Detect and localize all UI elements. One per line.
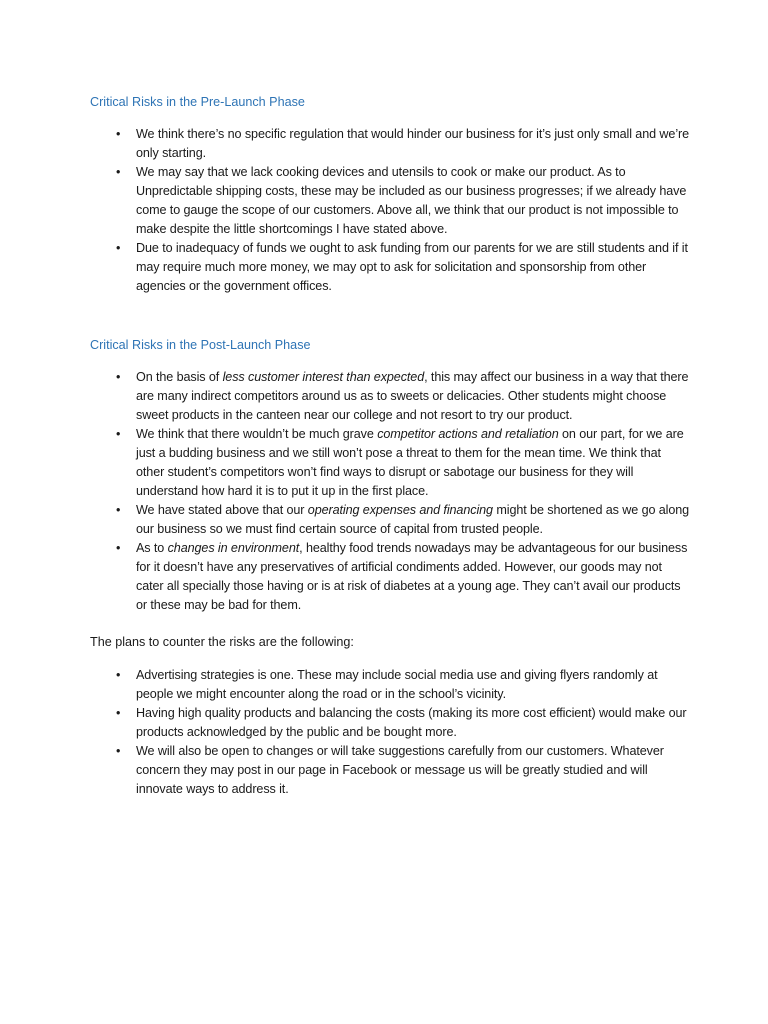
bullet-icon: • <box>116 668 121 682</box>
list-item: • We may say that we lack cooking devices and utensils to cook or make our product. As to Unpredictable shipping costs, these may be included as our business progresses; if we already have come to gauge the scope of our customers. Above all, we think that our product is not impossible to make despite the little shortcomings I have stated above. <box>116 165 687 236</box>
bullet-icon: • <box>116 370 121 384</box>
bullet-icon: • <box>116 744 121 758</box>
list-item: • Advertising strategies is one. These may include social media use and giving flyers randomly at people we might encounter along the road or in the school’s vicinity. <box>116 668 658 701</box>
bullet-icon: • <box>116 165 121 179</box>
list-item: • We think there’s no specific regulation that would hinder our business for it’s just only small and we’re only starting. <box>116 127 690 160</box>
bullet-icon: • <box>116 503 121 517</box>
bullet-icon: • <box>116 541 121 555</box>
list-item: • We think that there wouldn’t be much grave competitor actions and retaliation on our part, for we are just a budding business and we still won’t pose a threat to them for the mean time. We think that other student’s competitors won’t find ways to disrupt or sabotage our business for they will understand how hard it is to put it up in the first place. <box>116 427 684 498</box>
post-launch-list <box>90 368 690 615</box>
plans-intro: The plans to counter the risks are the following: <box>90 635 354 649</box>
post-launch-heading: Critical Risks in the Post-Launch Phase <box>90 338 311 352</box>
document-content <box>90 93 690 799</box>
list-item: • Having high quality products and balancing the costs (making its more cost efficient) would make our products acknowledged by the public and be bought more. <box>116 706 687 739</box>
bullet-icon: • <box>116 127 121 141</box>
list-item: • Due to inadequacy of funds we ought to ask funding from our parents for we are still students and if it may require much more money, we may opt to ask for solicitation and sponsorship from other agencies or the government offices. <box>116 241 688 293</box>
bullet-icon: • <box>116 706 121 720</box>
bullet-icon: • <box>116 241 121 255</box>
plans-list <box>90 666 690 799</box>
list-item: • As to changes in environment, healthy food trends nowadays may be advantageous for our business for it doesn’t have any preservatives of artificial condiments added. However, our goods may not cater all specially those having or is at risk of diabetes at a young age. They can’t avail our products or these may be bad for them. <box>116 541 688 612</box>
bullet-icon: • <box>116 427 121 441</box>
pre-launch-list <box>90 125 690 296</box>
pre-launch-heading: Critical Risks in the Pre-Launch Phase <box>90 95 305 109</box>
list-item: • On the basis of less customer interest than expected, this may affect our business in a way that there are many indirect competitors around us as to sweets or delicacies. Other students might choose sweet products in the canteen near our college and not resort to try our product. <box>116 370 689 422</box>
list-item: • We have stated above that our operating expenses and financing might be shortened as we go along our business so we must find certain source of capital from trusted people. <box>116 503 690 536</box>
list-item: • We will also be open to changes or will take suggestions carefully from our customers. Whatever concern they may post in our page in Facebook or message us will be greatly studied and will innovate ways to address it. <box>116 744 664 796</box>
